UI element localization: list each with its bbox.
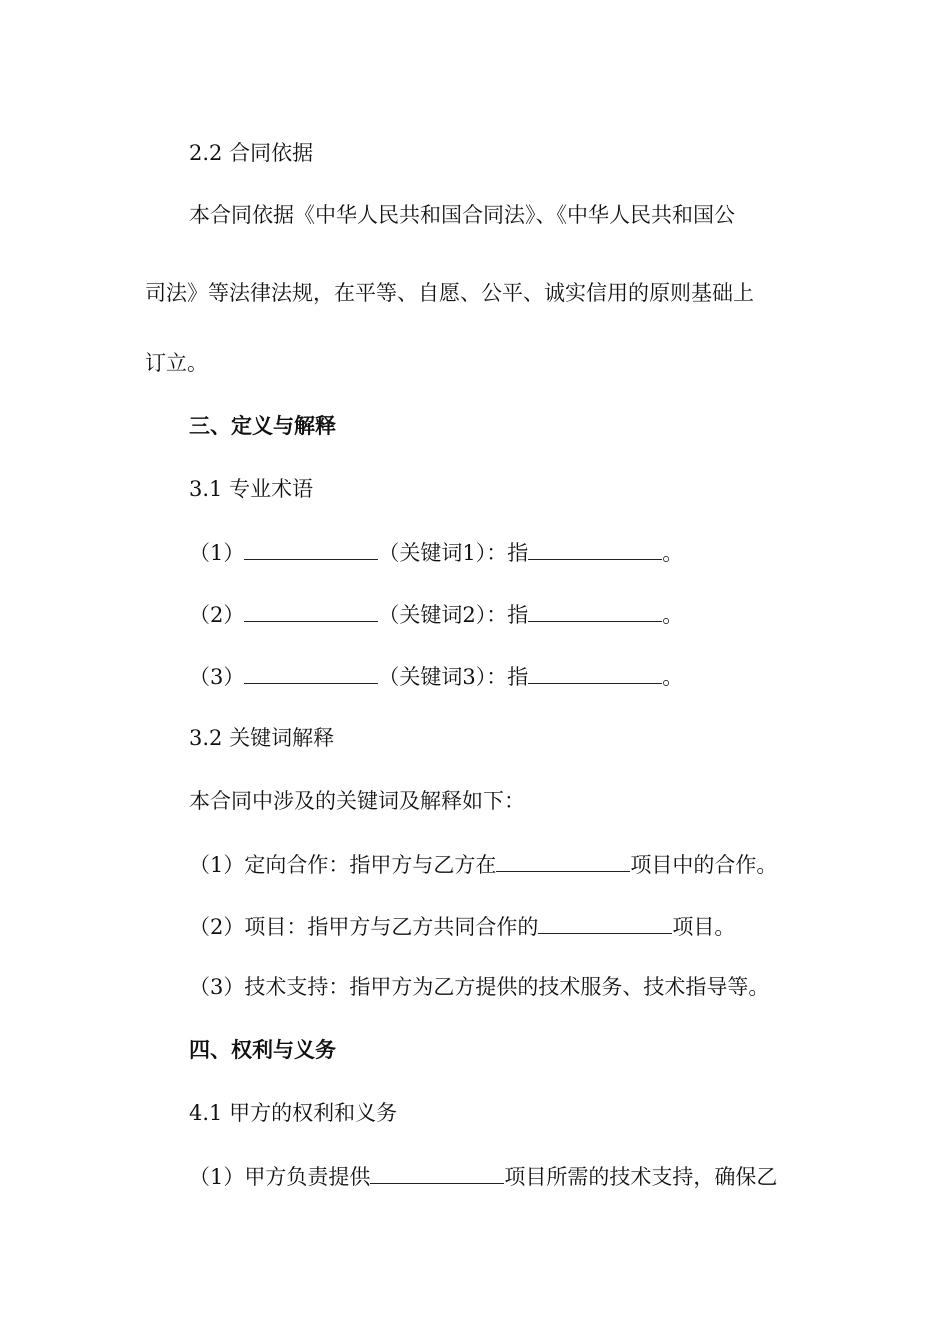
term-2-keyword-blank[interactable] — [244, 599, 378, 622]
term-1-definition-blank[interactable] — [528, 537, 662, 560]
term-2-definition-blank[interactable] — [528, 599, 662, 622]
term-item-1 — [189, 537, 859, 567]
term-item-1-end: 。 — [662, 541, 684, 565]
term-1-keyword-blank[interactable] — [244, 537, 378, 560]
term-item-3-prefix: （3） — [189, 665, 245, 689]
term-item-2-prefix: （2） — [189, 603, 245, 627]
paragraph-basis-line-1: 本合同依据《中华人民共和国合同法》、《中华人民共和国公 — [189, 203, 735, 227]
keyword-2-blank[interactable] — [538, 911, 672, 934]
rights-1-blank[interactable] — [370, 1161, 504, 1184]
keyword-item-2-prefix: （2）项目：指甲方与乙方共同合作的 — [189, 915, 539, 939]
term-item-3-end: 。 — [662, 665, 684, 689]
keyword-item-1-end: 项目中的合作。 — [630, 853, 778, 877]
term-item-2-mid: （关键词2）：指 — [378, 603, 529, 627]
paragraph-basis-line-2: 司法》等法律法规，在平等、自愿、公平、诚实信用的原则基础上 — [145, 281, 754, 305]
term-item-1-prefix: （1） — [189, 541, 245, 565]
section-4-heading: 四、权利与义务 — [189, 1037, 336, 1062]
section-3-1-heading: 3.1 专业术语 — [189, 477, 314, 501]
paragraph-basis-line-3: 订立。 — [145, 351, 208, 375]
paragraph-keywords-intro: 本合同中涉及的关键词及解释如下： — [189, 789, 525, 813]
term-item-3-mid: （关键词3）：指 — [378, 665, 529, 689]
keyword-item-2 — [189, 911, 859, 941]
section-3-2-heading: 3.2 关键词解释 — [189, 726, 335, 750]
keyword-item-3: （3）技术支持：指甲方为乙方提供的技术服务、技术指导等。 — [189, 975, 770, 999]
keyword-item-2-end: 项目。 — [672, 915, 736, 939]
term-3-definition-blank[interactable] — [528, 661, 662, 684]
term-3-keyword-blank[interactable] — [244, 661, 378, 684]
rights-item-1 — [189, 1161, 859, 1191]
term-item-2-end: 。 — [662, 603, 684, 627]
term-item-3 — [189, 661, 859, 691]
keyword-1-blank[interactable] — [496, 849, 630, 872]
rights-item-1-end: 项目所需的技术支持，确保乙 — [504, 1165, 778, 1189]
section-3-heading: 三、定义与解释 — [189, 413, 336, 438]
rights-item-1-prefix: （1）甲方负责提供 — [189, 1165, 371, 1189]
term-item-1-mid: （关键词1）：指 — [378, 541, 529, 565]
keyword-item-1-prefix: （1）定向合作：指甲方与乙方在 — [189, 853, 497, 877]
section-4-1-heading: 4.1 甲方的权利和义务 — [189, 1101, 398, 1125]
keyword-item-1 — [189, 849, 859, 879]
section-2-2-heading: 2.2 合同依据 — [189, 141, 314, 165]
term-item-2 — [189, 599, 859, 629]
